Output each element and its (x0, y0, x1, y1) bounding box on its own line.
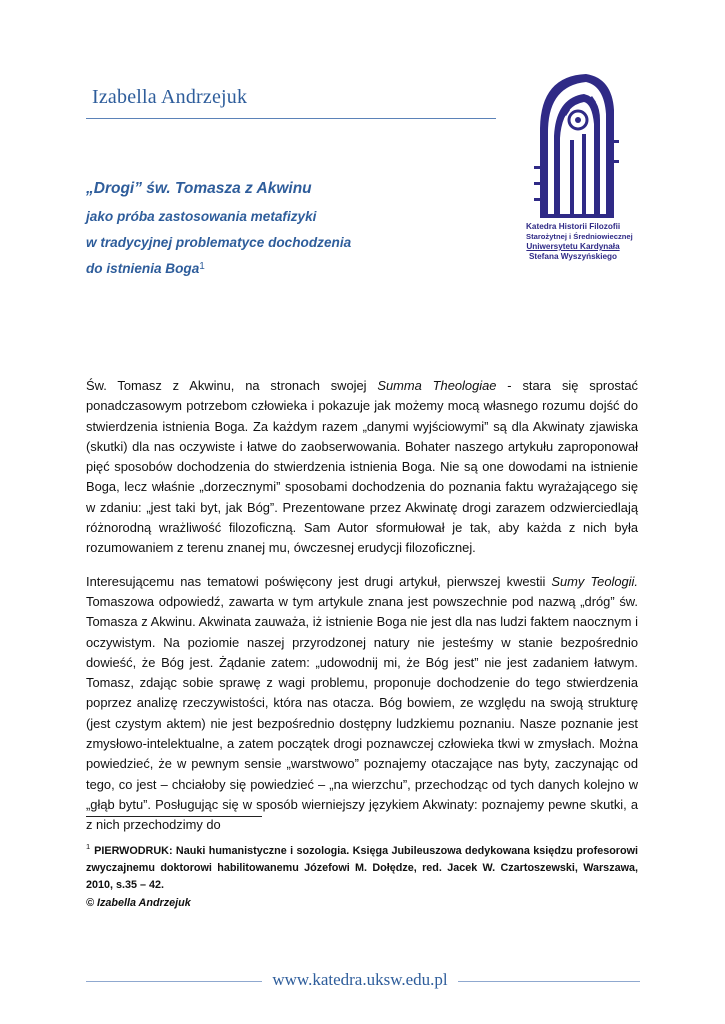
logo-line: Katedra Historii Filozofii (526, 222, 621, 231)
footer-link[interactable]: www.katedra.uksw.edu.pl (272, 970, 448, 989)
title-line-1: „Drogi” św. Tomasza z Akwinu (86, 180, 312, 197)
footnote-divider (86, 816, 262, 817)
author-divider (86, 118, 496, 119)
work-title: Sumy Teologii. (551, 573, 638, 589)
footer-divider-left (86, 981, 262, 982)
title-line-3: w tradycyjnej problematyce dochodzenia (86, 235, 352, 250)
paragraph-2-start: Interesującemu nas tematowi poświęcony jest drugi artykuł, pierwszej kwestii (86, 573, 552, 589)
copyright-note: © Izabella Andrzejuk (86, 896, 191, 909)
department-logo (526, 70, 633, 278)
department-name (526, 222, 633, 262)
paragraph-2 (86, 572, 638, 836)
title-line-4 (86, 261, 506, 276)
title-line-4-text: do istnienia Boga (86, 261, 200, 276)
footnote-text: PIERWODRUK: Nauki humanistyczne i sozologia. Księga Jubileuszowa dedykowana księdzu profesorowi zwyczajnemu doktorowi habilitowanemu Józefowi M. Dołędze, red. Jacek W. Czartoszewski, Warszawa, 2010, s.35 – 42. (86, 845, 638, 892)
title-line-2: jako próba zastosowania metafizyki (86, 209, 317, 224)
logo-line: Stefana Wyszyńskiego (528, 252, 618, 261)
footer-divider-right (458, 981, 640, 982)
paragraph-2-rest: Tomaszowa odpowiedź, zawarta w tym artykule znana jest powszechnie pod nazwą „dróg” św. Tomasza z Akwinu. Akwinata zauważa, iż istnienie Boga nie jest dla nas ludzi faktem naocznym i oczywistym. Na poziomie naszej przyrodzonej natury nie jesteśmy w stanie bezpośrednio dowieść, że Bóg jest. Żądanie zatem: „udowodnij mi, że Bóg jest” nie jest zadaniem łatwym. Tomasz, zdając sobie sprawę z wagi problemu, proponuje dochodzenie do tego stwierdzenia poprzez analizę rzeczywistości, która nas otacza. Bóg bowiem, ze względu na swoją strukturę (jest czystym aktem) nie jest bezpośrednio dostępny ludzkiemu poznaniu. Nasze poznanie jest zmysłowo-intelektualne, a zatem początek drogi poznawczej człowieka tkwi w zmysłach. Można powiedzieć, że w pewnym sensie „warstwowo” poznajemy otaczające nas byty, zaczynając od tego, co jest – chciałoby się powiedzieć – „na wierzchu”, przechodząc od tych danych kolejno w „głąb bytu”. Posługując się w sposób wierniejszy językiem Akwinaty: poznajemy pewne skutki, a z nich przechodzimy do (86, 593, 638, 833)
article-body (86, 376, 638, 849)
paragraph-1-rest: - stara się sprostać ponadczasowym potrzebom człowieka i pokazuje jak możemy mocą własnego rozumu dojść do stwierdzenia istnienia Boga. Za każdym razem „danymi wyjściowymi” są dla Akwinaty zjawiska (skutki) dla nas oczywiste i łatwe do zaobserwowania. Bohater naszego artykułu zaproponował pięć sposobów dochodzenia do stwierdzenia istnienia Boga. Nie są one dowodami na istnienie Boga, lecz właśnie „dorzecznymi” sposobami dochodzenia do poznania faktu wyrażającego się w zdaniu: „jest taki byt, jak Bóg”. Prezentowane przez Akwinatę drogi zarazem odzwierciedlają różnorodną wrażliwość filozoficzną. Sam Autor sformułował je tak, aby każda z nich była rozumowaniem z terenu znanej mu, ówczesnej erudycji filozoficznej. (86, 378, 639, 556)
logo-line: Starożytnej i Średniowiecznej (526, 232, 633, 241)
author-name: Izabella Andrzejuk (92, 86, 248, 108)
footnote-number: 1 (86, 842, 91, 851)
paragraph-1-start: Św. Tomasz z Akwinu, na stronach swojej (86, 378, 378, 393)
work-title: Summa Theologiae (377, 378, 497, 393)
gothic-window-icon (526, 70, 620, 220)
paragraph-1 (86, 376, 638, 559)
footnote (86, 838, 638, 912)
footnote-reference[interactable]: 1 (199, 261, 205, 272)
logo-line: Uniwersytetu Kardynała (526, 242, 620, 251)
article-title (86, 180, 506, 287)
